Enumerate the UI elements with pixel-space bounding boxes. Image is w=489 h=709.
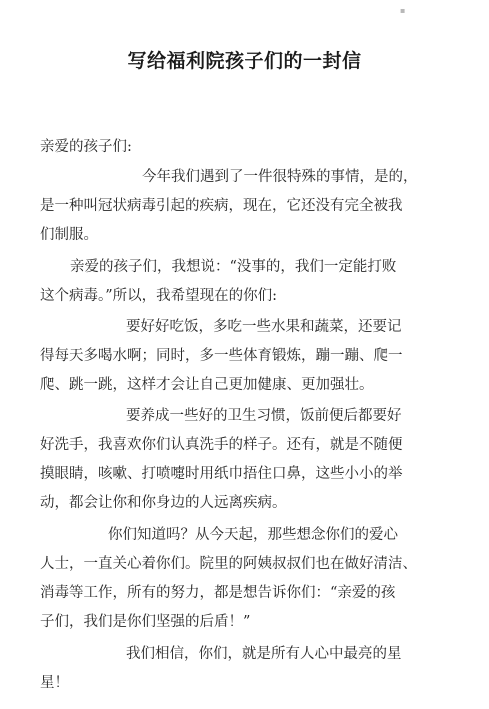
paragraph-5-line-1: 你们知道吗？从今天起，那些想念你们的爱心 bbox=[108, 527, 398, 543]
paragraph-1-line-3: 们制服。 bbox=[40, 227, 98, 243]
paragraph-3-line-3: 爬、跳一跳，这样才会让自己更加健康、更加强壮。 bbox=[40, 377, 374, 393]
paragraph-5-line-4: 子们，我们是你们坚强的后盾！” bbox=[40, 614, 251, 630]
paragraph-5-line-2: 人士，一直关心着你们。院里的阿姨叔叔们也在做好清洁、 bbox=[40, 556, 417, 572]
scan-mark: ▪ bbox=[400, 6, 406, 15]
paragraph-2-line-2: 这个病毒。”所以，我希望现在的你们: bbox=[40, 288, 278, 304]
paragraph-3-line-2: 得每天多喝水啊；同时，多一些体育锻炼，蹦一蹦、爬一 bbox=[40, 348, 403, 364]
paragraph-6-line-1: 我们相信，你们，就是所有人心中最亮的星 bbox=[126, 646, 402, 662]
paragraph-4-line-2: 好洗手，我喜欢你们认真洗手的样子。还有，就是不随便 bbox=[40, 437, 403, 453]
salutation: 亲爱的孩子们: bbox=[40, 139, 132, 155]
paragraph-4-line-1: 要养成一些好的卫生习惯，饭前便后都要好 bbox=[126, 408, 402, 424]
paragraph-3-line-1: 要好好吃饭，多吃一些水果和蔬菜，还要记 bbox=[126, 319, 402, 335]
paragraph-1-line-1: 今年我们遇到了一件很特殊的事情，是的， bbox=[142, 169, 418, 185]
letter-title: 写给福利院孩子们的一封信 bbox=[127, 50, 362, 72]
paragraph-4-line-4: 动，都会让你和你身边的人远离疾病。 bbox=[40, 495, 287, 511]
paragraph-6-line-2: 星！ bbox=[40, 675, 69, 691]
paragraph-2-line-1: 亲爱的孩子们，我想说：“没事的，我们一定能打败 bbox=[70, 259, 397, 275]
paragraph-5-line-3: 消毒等工作，所有的努力，都是想告诉你们：“亲爱的孩 bbox=[40, 585, 396, 601]
paragraph-4-line-3: 摸眼睛，咳嗽、打喷嚏时用纸巾捂住口鼻，这些小小的举 bbox=[40, 466, 403, 482]
paragraph-1-line-2: 是一种叫冠状病毒引起的疾病，现在，它还没有完全被我 bbox=[40, 198, 403, 214]
